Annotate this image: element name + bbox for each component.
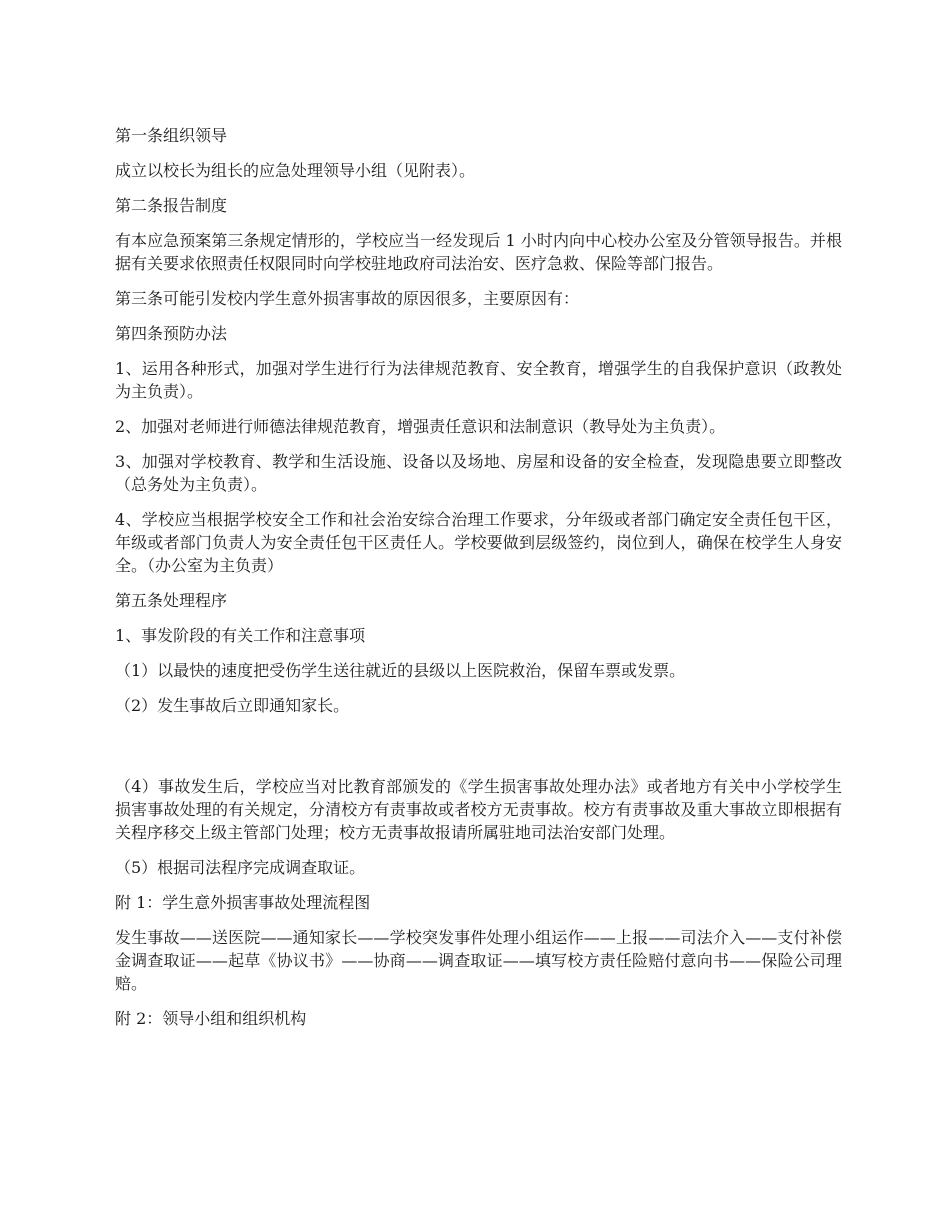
prevention-item-1: 1、运用各种形式，加强对学生进行行为法律规范教育、安全教育，增强学生的自我保护意识（政教处为主负责）。 — [115, 359, 842, 401]
procedure-step-1: （1）以最快的速度把受伤学生送往就近的县级以上医院救治，保留车票或发票。 — [115, 661, 686, 680]
article-2-heading: 第二条报告制度 — [115, 196, 228, 215]
appendix-1-heading: 附 1：学生意外损害事故处理流程图 — [115, 893, 371, 912]
procedure-step-5: （5）根据司法程序完成调查取证。 — [115, 858, 366, 877]
blank-gap — [115, 729, 842, 775]
procedure-step-4: （4）事故发生后，学校应当对比教育部颁发的《学生损害事故处理办法》或者地方有关中小学校学生损害事故处理的有关规定，分清校方有责事故或者校方无责事故。校方有责事故及重大事故立即根据有关程序移交上级主管部门处理；校方无责事故报请所属驻地司法治安部门处理。 — [115, 777, 842, 842]
article-1-heading: 第一条组织领导 — [115, 126, 228, 145]
article-5-heading: 第五条处理程序 — [115, 591, 228, 610]
prevention-item-3: 3、加强对学校教育、教学和生活设施、设备以及场地、房屋和设备的安全检查，发现隐患要立即整改（总务处为主负责）。 — [115, 452, 842, 494]
procedure-stage-1: 1、事发阶段的有关工作和注意事项 — [115, 626, 366, 645]
document-body — [115, 124, 842, 1042]
article-4-heading: 第四条预防办法 — [115, 324, 228, 343]
article-2-text: 有本应急预案第三条规定情形的，学校应当一经发现后 1 小时内向中心校办公室及分管领导报告。并根据有关要求依照责任权限同时向学校驻地政府司法治安、医疗急救、保险等部门报告。 — [115, 231, 842, 273]
appendix-2-heading: 附 2：领导小组和组织机构 — [115, 1009, 307, 1028]
prevention-item-4: 4、学校应当根据学校安全工作和社会治安综合治理工作要求，分年级或者部门确定安全责任包干区，年级或者部门负责人为安全责任包干区责任人。学校要做到层级签约，岗位到人，确保在校学生人身安全。（办公室为主负责） — [115, 510, 842, 575]
prevention-item-2: 2、加强对老师进行师德法律规范教育，增强责任意识和法制意识（教导处为主负责）。 — [115, 417, 726, 436]
article-1-text: 成立以校长为组长的应急处理领导小组（见附表）。 — [115, 161, 476, 180]
procedure-step-2: （2）发生事故后立即通知家长。 — [115, 696, 350, 715]
article-3-heading: 第三条可能引发校内学生意外损害事故的原因很多，主要原因有： — [115, 289, 580, 308]
appendix-1-flow: 发生事故——送医院——通知家长——学校突发事件处理小组运作——上报——司法介入——支付补偿金调查取证——起草《协议书》——协商——调查取证——填写校方责任险赔付意向书——保险公司理赔。 — [115, 928, 842, 993]
